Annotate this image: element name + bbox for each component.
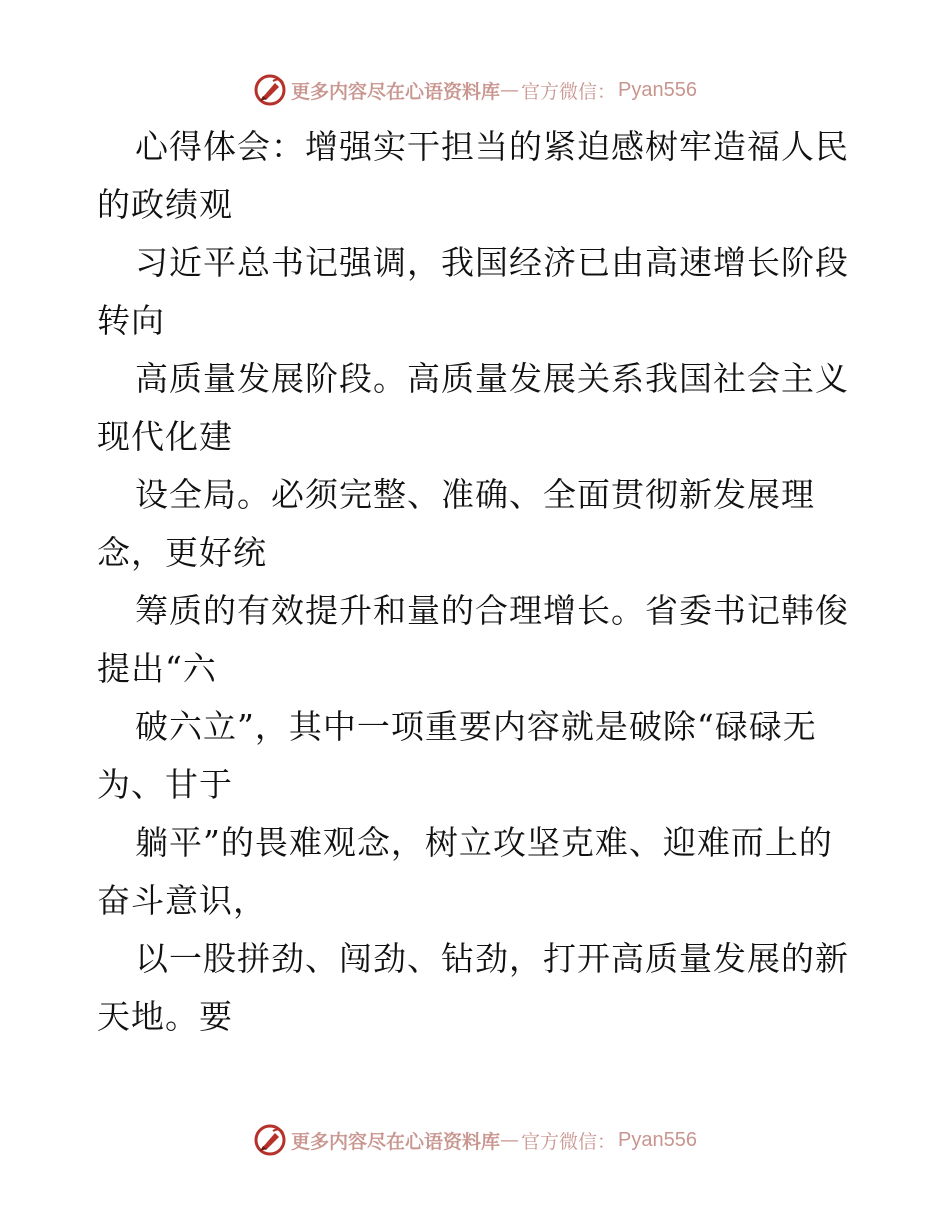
document-line: 习近平总书记强调，我国经济已由高速增长阶段	[135, 243, 849, 282]
document-line: 现代化建	[97, 417, 233, 456]
document-line: 破六立”，其中一项重要内容就是破除“碌碌无	[135, 707, 817, 746]
banner-wechat-label: 官方微信：	[521, 80, 617, 103]
header-banner	[0, 70, 950, 110]
document-line: 天地。要	[97, 997, 233, 1036]
pen-nib-logo-icon	[253, 1123, 287, 1157]
document-line: 奋斗意识，	[97, 881, 267, 920]
document-line: 高质量发展阶段。高质量发展关系我国社会主义	[135, 359, 849, 398]
document-line: 念，更好统	[97, 533, 267, 572]
document-line: 的政绩观	[97, 185, 233, 224]
document-line: 为、甘于	[97, 765, 233, 804]
banner-wechat-id: Pyan556	[618, 1128, 697, 1151]
document-line: 以一股拼劲、闯劲、钻劲，打开高质量发展的新	[135, 939, 849, 978]
pen-nib-logo-icon	[253, 73, 287, 107]
document-body	[97, 118, 857, 1046]
footer-banner	[0, 1120, 950, 1160]
document-line: 设全局。必须完整、准确、全面贯彻新发展理	[135, 475, 815, 514]
document-line: 提出“六	[97, 649, 217, 688]
document-line: 筹质的有效提升和量的合理增长。省委书记韩俊	[135, 591, 849, 630]
document-line: 躺平”的畏难观念，树立攻坚克难、迎难而上的	[135, 823, 833, 862]
banner-brand-text: 更多内容尽在心语资料库	[291, 80, 501, 103]
banner-dash: —	[500, 79, 520, 101]
banner-brand-text: 更多内容尽在心语资料库	[291, 1130, 501, 1153]
banner-dash: —	[500, 1129, 520, 1151]
banner-wechat-id: Pyan556	[618, 78, 697, 101]
document-line: 转向	[97, 301, 165, 340]
document-line: 心得体会：增强实干担当的紧迫感树牢造福人民	[135, 127, 849, 166]
banner-wechat-label: 官方微信：	[521, 1130, 617, 1153]
